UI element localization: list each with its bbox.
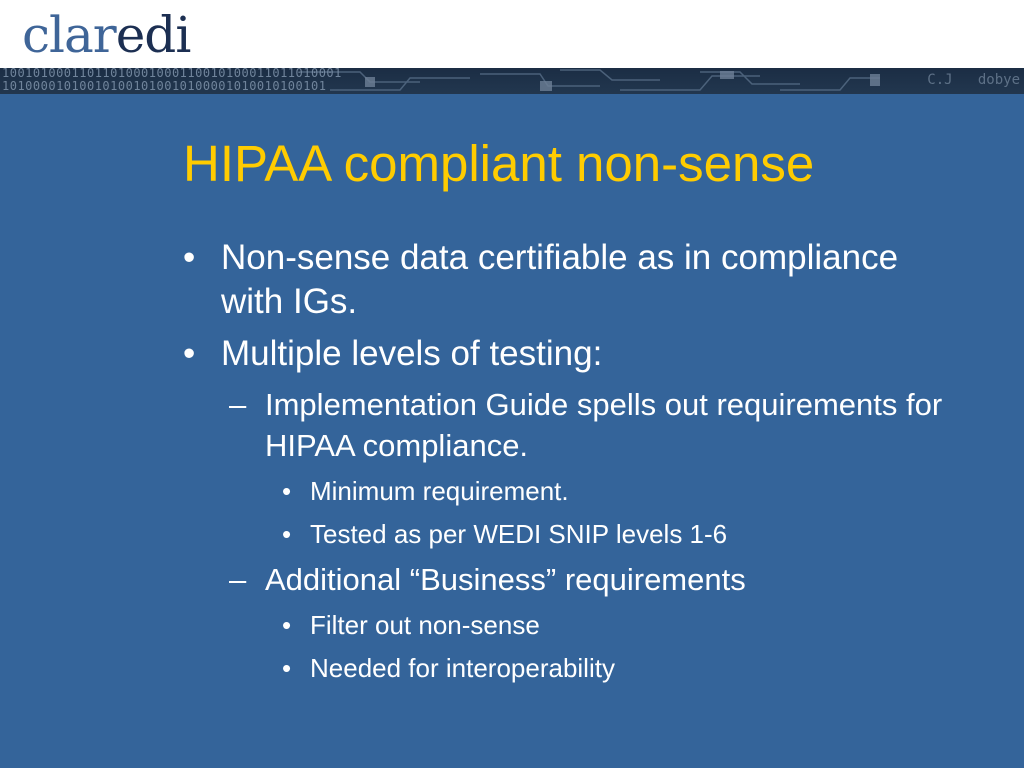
bullet-marker: •: [183, 334, 196, 373]
bullet-level2: [183, 384, 943, 466]
dash-marker: –: [229, 562, 247, 597]
bullet-level1: [183, 236, 943, 324]
bullet-marker: •: [282, 653, 292, 683]
bullet-marker: •: [282, 476, 292, 506]
bullet-text: Non-sense data certifiable as in compliance with IGs.: [221, 238, 899, 321]
logo-text-edi: edi: [115, 6, 191, 64]
decorative-binary-band: [0, 68, 1024, 94]
binary-row-1: 10010100011011010001000110010100011011010001: [2, 68, 342, 80]
header-bar: [0, 0, 1024, 68]
bullet-text: Implementation Guide spells out requirements for HIPAA compliance.: [265, 387, 943, 463]
bullet-text: Tested as per WEDI SNIP levels 1-6: [310, 519, 728, 549]
bullet-marker: •: [183, 238, 196, 277]
bullet-level2: [183, 559, 943, 600]
bullet-level3: [183, 516, 943, 552]
bullet-marker: •: [282, 519, 292, 549]
binary-row-2: 101000010100101001010010100001010010100101: [2, 79, 327, 93]
bullet-text: Multiple levels of testing:: [221, 334, 603, 373]
bullet-level1: [183, 332, 943, 376]
dash-marker: –: [229, 387, 247, 422]
bullet-text: Additional “Business” requirements: [265, 562, 746, 597]
bullet-text: Needed for interoperability: [310, 653, 615, 683]
bullet-marker: •: [282, 610, 292, 640]
bullet-level3: [183, 607, 943, 643]
bullet-text: Filter out non-sense: [310, 610, 540, 640]
bullet-level3: [183, 650, 943, 686]
slide-body: [183, 236, 943, 693]
binary-digits-text: [2, 68, 342, 93]
logo-text-clar: clar: [22, 6, 116, 64]
decorative-glyphs-right: C.J dobye: [927, 72, 1020, 88]
bullet-level3: [183, 473, 943, 509]
slide-title: HIPAA compliant non-sense: [183, 135, 815, 192]
bullet-text: Minimum requirement.: [310, 476, 569, 506]
claredi-logo: [22, 2, 190, 68]
